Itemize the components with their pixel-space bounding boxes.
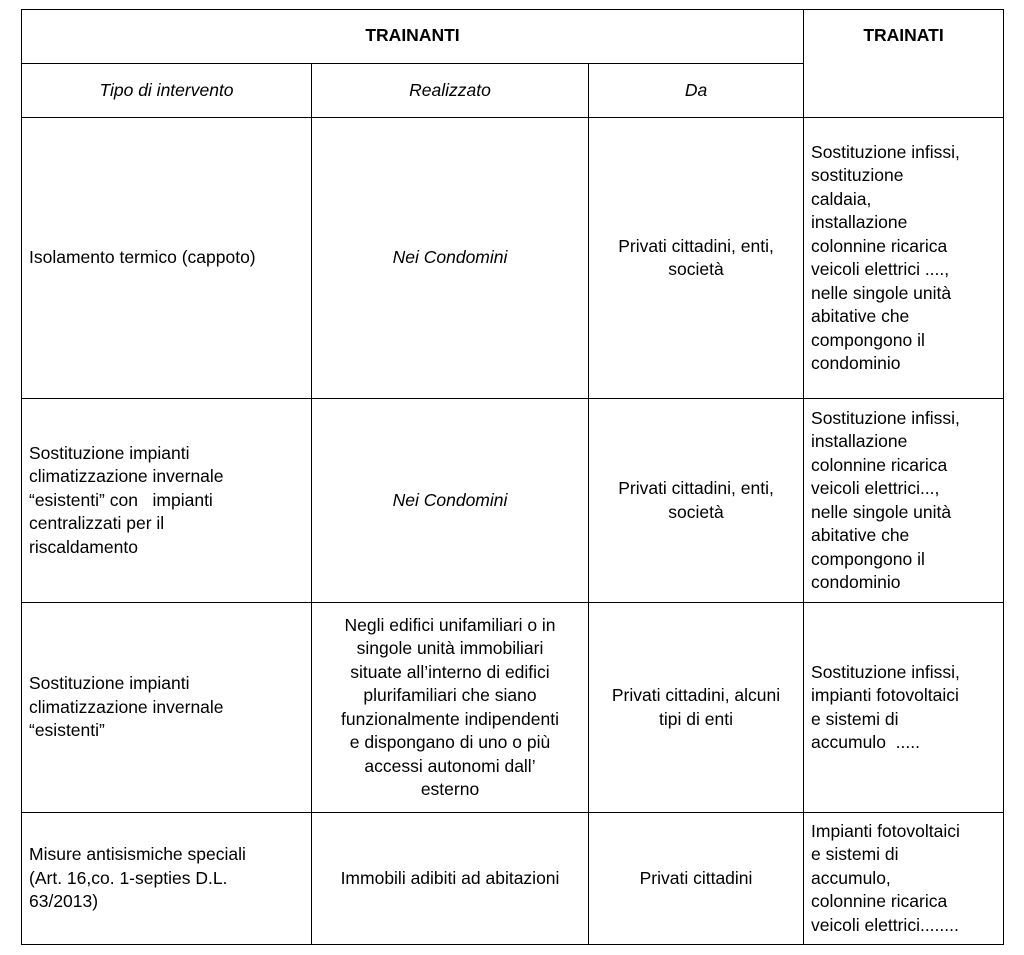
trainati-cell-line: e sistemi di [811, 844, 899, 865]
trainati-cell-line: veicoli elettrici ...., [811, 259, 950, 279]
trainati-cell-line: Sostituzione infissi, [811, 407, 960, 428]
realizzato-cell-line: esterno [420, 779, 480, 799]
tipo-intervento-cell-line: (Art. 16,co. 1-septies D.L. [29, 867, 228, 888]
trainati-cell-line: veicoli elettrici..., [811, 478, 940, 498]
trainati-cell-line: nelle singole unità [811, 501, 952, 522]
trainati-cell-line: abitative che [811, 525, 910, 545]
realizzato-cell [312, 603, 589, 813]
trainanti-header: TRAINANTI [22, 10, 804, 64]
trainati-cell-line: colonnine ricarica [811, 454, 948, 475]
da-cell [589, 603, 804, 813]
header-row [22, 10, 1004, 64]
trainati-cell-line: Sostituzione infissi, [811, 141, 960, 162]
trainati-cell-line: installazione [811, 212, 908, 232]
realizzato-cell-line: Nei Condomini [392, 247, 508, 268]
realizzato-cell-line: Immobili adibiti ad abitazioni [340, 867, 560, 888]
trainati-cell [804, 118, 1004, 399]
table-row [22, 118, 1004, 399]
tipo-intervento-cell-line: climatizzazione invernale [29, 696, 224, 717]
trainati-cell-line: caldaia, [811, 188, 872, 209]
trainati-cell-line: compongono il [811, 329, 925, 350]
da-cell-line: Privati cittadini, enti, [618, 235, 774, 256]
tipo-intervento-cell [22, 603, 312, 813]
da-cell [589, 118, 804, 399]
realizzato-cell-line: Nei Condomini [392, 489, 508, 510]
trainati-header: TRAINATI [804, 10, 1004, 118]
tipo-intervento-cell-line: 63/2013) [29, 891, 99, 912]
trainati-cell-line: colonnine ricarica [811, 891, 948, 912]
da-header: Da [589, 64, 804, 118]
tipo-intervento-cell-line: “esistenti” [29, 720, 105, 741]
realizzato-cell [312, 399, 589, 603]
da-cell-line: società [668, 501, 724, 522]
tipo-intervento-header: Tipo di intervento [22, 64, 312, 118]
trainati-cell-line: condominio [811, 572, 901, 592]
trainati-cell [804, 399, 1004, 603]
tipo-intervento-cell [22, 813, 312, 945]
tipo-intervento-cell-line: Isolamento termico (cappoto) [29, 247, 256, 268]
da-cell-line: Privati cittadini, alcuni [611, 685, 781, 705]
da-cell-line: Privati cittadini [639, 867, 753, 888]
trainati-cell [804, 603, 1004, 813]
trainati-cell-line: veicoli elettrici........ [811, 914, 959, 935]
trainati-cell-line: accumulo ..... [811, 732, 920, 752]
table-row [22, 399, 1004, 603]
realizzato-cell [312, 118, 589, 399]
realizzato-cell-line: e dispongano di uno o più [349, 732, 551, 752]
trainati-cell-line: abitative che [811, 306, 910, 326]
realizzato-cell-line: singole unità immobiliari [356, 638, 544, 658]
realizzato-cell-line: accessi autonomi dall’ [364, 755, 536, 776]
trainati-cell [804, 813, 1004, 945]
realizzato-header: Realizzato [312, 64, 589, 118]
trainati-cell-line: impianti fotovoltaici [811, 685, 959, 705]
trainati-cell-line: nelle singole unità [811, 282, 952, 303]
interventions-table [21, 9, 1004, 945]
tipo-intervento-cell-line: Sostituzione impianti [29, 442, 190, 463]
da-cell-line: tipi di enti [659, 708, 733, 729]
realizzato-cell-line: Negli edifici unifamiliari o in [344, 614, 556, 635]
da-cell [589, 813, 804, 945]
trainati-cell-line: colonnine ricarica [811, 235, 948, 256]
realizzato-cell-line: plurifamiliari che siano [363, 685, 537, 705]
trainati-cell-line: Impianti fotovoltaici [811, 820, 960, 841]
tipo-intervento-cell-line: centralizzati per il [29, 513, 165, 534]
tipo-intervento-cell-line: “esistenti” con impianti [29, 489, 213, 510]
tipo-intervento-cell [22, 399, 312, 603]
trainati-cell-line: condominio [811, 353, 901, 373]
da-cell-line: Privati cittadini, enti, [618, 478, 774, 498]
trainati-cell-line: compongono il [811, 548, 925, 569]
trainati-cell-line: accumulo, [811, 867, 891, 888]
trainati-cell-line: Sostituzione infissi, [811, 661, 960, 682]
tipo-intervento-cell-line: Misure antisismiche speciali [29, 844, 246, 865]
realizzato-cell-line: situate all’interno di edifici [350, 661, 550, 682]
realizzato-cell [312, 813, 589, 945]
tipo-intervento-cell-line: climatizzazione invernale [29, 466, 224, 487]
da-cell [589, 399, 804, 603]
tipo-intervento-cell [22, 118, 312, 399]
table-row [22, 813, 1004, 945]
tipo-intervento-cell-line: riscaldamento [29, 536, 138, 557]
realizzato-cell-line: funzionalmente indipendenti [341, 708, 559, 729]
tipo-intervento-cell-line: Sostituzione impianti [29, 673, 190, 694]
trainati-cell-line: sostituzione [811, 165, 904, 185]
trainati-cell-line: installazione [811, 431, 908, 451]
trainati-cell-line: e sistemi di [811, 708, 899, 729]
table-row [22, 603, 1004, 813]
da-cell-line: società [668, 259, 724, 279]
